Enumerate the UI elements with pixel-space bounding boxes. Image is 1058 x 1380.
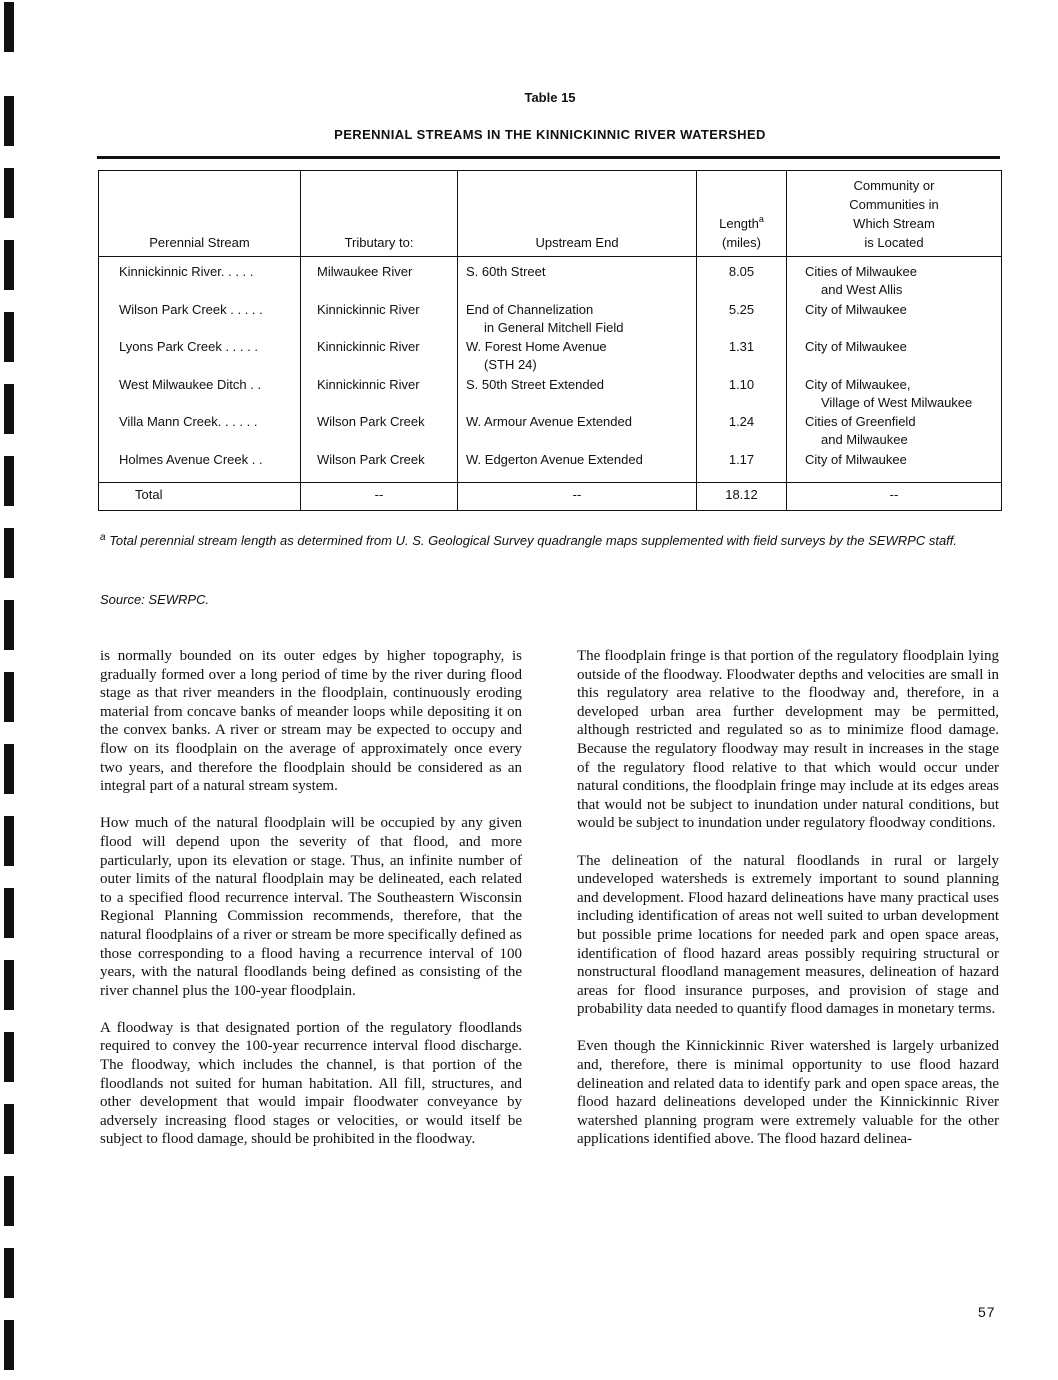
page-number: 57 [978, 1304, 996, 1320]
cell-tributary: Kinnickinnic River [301, 370, 458, 408]
table-row [99, 445, 1001, 483]
table-body [99, 257, 1001, 482]
header-community-4: is Located [864, 235, 924, 250]
paragraph: The delineation of the natural floodlands in rural or largely undeveloped watersheds is extremely important to sound planning and development. Flood hazard delineations have many practical uses including identification of areas not well suited to urban development but possible prime locations for needed park and open space areas, identification of flood hazard areas possibly requiring structural or nonstructural floodland management measures, delineation of hazard areas for flood insurance purposes, and provision of stage and probability data needed to quantify flood damages in monetary terms. [577, 852, 999, 1018]
cell-community-1: Cities of Milwaukee [805, 264, 917, 279]
cell-stream: Holmes Avenue Creek . . [99, 445, 301, 483]
paragraph: A floodway is that designated portion of the regulatory floodlands required to convey the 100-year recurrence interval flood discharge. The floodway, which includes the channel, is that portion of the floodlands not suited for human habitation. All fill, structures, and other development that would impair floodwater conveyance by adversely increasing flood stages or velocities, or would itself be subject to flood damage, should be prohibited in the floodway. [100, 1019, 522, 1148]
cell-community-1: City of Milwaukee [805, 301, 907, 317]
cell-upstream [458, 295, 697, 333]
cell-stream: Lyons Park Creek . . . . . [99, 332, 301, 370]
cell-upstream-2: (STH 24) [484, 357, 537, 372]
header-community-3: Which Stream [853, 216, 935, 231]
header-community-2: Communities in [849, 197, 939, 212]
title-rule [97, 156, 1000, 159]
cell-upstream-1: W. Edgerton Avenue Extended [466, 451, 643, 467]
cell-tributary: Wilson Park Creek [301, 445, 458, 483]
cell-stream: Villa Mann Creek. . . . . . [99, 407, 301, 445]
header-community [787, 171, 1001, 256]
cell-stream: Wilson Park Creek . . . . . [99, 295, 301, 333]
binding-margin [0, 0, 20, 1380]
cell-community-1: City of Milwaukee [805, 339, 907, 354]
paragraph: How much of the natural floodplain will be occupied by any given flood will depend upon the severity of that flood, and more particularly, upon its elevation or stage. Thus, an infinite number of outer limits of the natural floodplain may be delineated, each related to a specified flood recurrence interval. The Southeastern Wisconsin Regional Planning Commission recommends, therefore, that the natural floodplains of a river or stream be more specifically defined as those corresponding to a flood having a recurrence interval of 100 years, with the natural floodlands being defined as consisting of the river channel plus the 100-year floodplain. [100, 815, 522, 999]
cell-community [787, 370, 1001, 408]
cell-community [787, 257, 1001, 295]
table-row [99, 407, 1001, 445]
table-row [99, 257, 1001, 295]
cell-length: 8.05 [697, 257, 787, 295]
header-community-1: Community or [853, 178, 935, 193]
cell-upstream-2: in General Mitchell Field [484, 319, 624, 335]
cell-length: 1.31 [697, 332, 787, 370]
cell-community [787, 295, 1001, 333]
total-label: Total [99, 483, 301, 510]
cell-upstream [458, 332, 697, 370]
table-number: Table 15 [524, 90, 576, 105]
table-row [99, 295, 1001, 333]
total-community: -- [889, 487, 899, 502]
footnote-text: Total perennial stream length as determined from U. S. Geological Survey quadrangle maps supplemented with field surveys by the SEWRPC staff. [109, 533, 958, 548]
table-row [99, 370, 1001, 408]
cell-community [787, 407, 1001, 445]
footnote-mark: a [100, 532, 106, 543]
perennial-streams-table [98, 170, 1002, 511]
total-upstream: -- [458, 483, 697, 510]
cell-length: 1.17 [697, 445, 787, 483]
table-row [99, 332, 1001, 370]
cell-upstream [458, 257, 697, 295]
total-tributary: -- [301, 483, 458, 510]
cell-upstream-1: W. Armour Avenue Extended [466, 414, 632, 429]
table-source: Source: SEWRPC. [100, 592, 210, 607]
cell-length: 1.10 [697, 370, 787, 408]
header-length-sup: a [758, 214, 764, 224]
cell-tributary: Kinnickinnic River [301, 295, 458, 333]
header-upstream: Upstream End [458, 171, 697, 256]
cell-community-2: and Milwaukee [821, 432, 908, 447]
table-total-row [99, 482, 1001, 510]
paragraph: is normally bounded on its outer edges by higher topography, is gradually formed over a long period of time by the river during flood stage as that river meanders in the floodplain, continuously eroding material from concave banks of meander loops while depositing it on the convex banks. A river or stream may be expected to occupy and flow on its floodplain on the average of approximately once every two years, and therefore the floodplain should be considered as an integral part of a natural stream system. [100, 648, 522, 795]
cell-length: 1.24 [697, 407, 787, 445]
cell-community-1: Cities of Greenfield [805, 414, 916, 429]
cell-upstream [458, 370, 697, 408]
cell-upstream-1: W. Forest Home Avenue [466, 339, 607, 354]
table-header-row [99, 171, 1001, 257]
cell-tributary: Milwaukee River [301, 257, 458, 295]
table-title: PERENNIAL STREAMS IN THE KINNICKINNIC RIVER WATERSHED [334, 127, 766, 142]
cell-community-1: City of Milwaukee [805, 451, 907, 467]
cell-stream: Kinnickinnic River. . . . . [99, 257, 301, 295]
cell-upstream [458, 445, 697, 483]
cell-community [787, 332, 1001, 370]
right-text-column [577, 647, 999, 1168]
cell-stream: West Milwaukee Ditch . . [99, 370, 301, 408]
cell-upstream-1: S. 50th Street Extended [466, 376, 605, 392]
cell-upstream [458, 407, 697, 445]
header-length-unit: (miles) [722, 235, 761, 250]
header-stream: Perennial Stream [99, 171, 301, 256]
paragraph: Even though the Kinnickinnic River watershed is largely urbanized and, therefore, there is minimal opportunity to use flood hazard delineation and related data to identify park and open space areas, the flood hazard delineations developed under the Kinnickinnic River watershed planning program were extremely valuable for the other applications identified above. The flood hazard delinea- [577, 1038, 999, 1148]
left-text-column [100, 647, 522, 1168]
total-length: 18.12 [697, 483, 787, 510]
cell-community [787, 445, 1001, 483]
cell-community-1: City of Milwaukee, [805, 376, 911, 392]
cell-length: 5.25 [697, 295, 787, 333]
header-length [697, 171, 787, 256]
table-footnote [100, 531, 1005, 550]
cell-tributary: Wilson Park Creek [301, 407, 458, 445]
paragraph: The floodplain fringe is that portion of the regulatory floodplain lying outside of the floodway. Floodwater depths and velocities are small in this regulatory area relative to the floodway and, therefore, in a developed urban area further development may be permitted, although restricted and regulated so as to minimize flood damage. Because the regulatory floodway may result in increases in the stage of the regulatory flood relative to that which would occur under natural conditions, the floodplain fringe may include at its edges areas that would not be subject to inundation under natural conditions, but would be subject to inundation under regulatory floodway conditions. [577, 648, 999, 832]
header-length-label: Length [719, 216, 759, 231]
cell-upstream-1: End of Channelization [466, 301, 594, 317]
cell-community-2: and West Allis [821, 282, 903, 297]
cell-tributary: Kinnickinnic River [301, 332, 458, 370]
cell-upstream-1: S. 60th Street [466, 264, 546, 279]
cell-community-2: Village of West Milwaukee [821, 394, 973, 410]
header-tributary: Tributary to: [301, 171, 458, 256]
